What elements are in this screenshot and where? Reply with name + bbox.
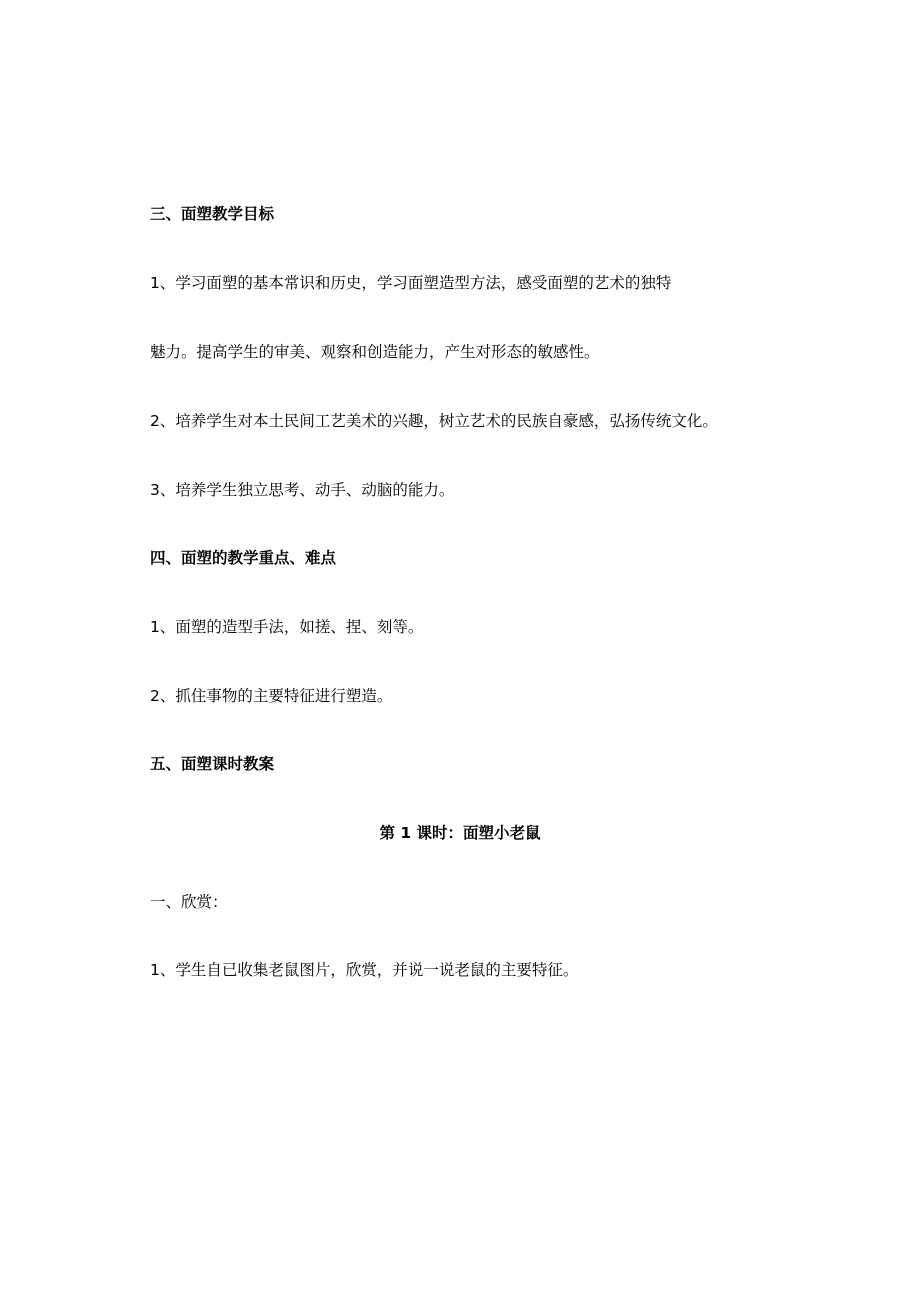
appreciation-item-1: 1、学生自已收集老鼠图片，欣赏，并说一说老鼠的主要特征。 — [150, 961, 579, 979]
section-heading-key-points: 四、面塑的教学重点、难点 — [150, 549, 337, 567]
section-heading-teaching-goals: 三、面塑教学目标 — [150, 205, 275, 223]
goal-item-3: 3、培养学生独立思考、动手、动脑的能力。 — [150, 481, 455, 499]
key-point-item-1: 1、面塑的造型手法，如搓、捏、刻等。 — [150, 618, 424, 636]
key-point-item-2: 2、抓住事物的主要特征进行塑造。 — [150, 687, 393, 705]
section-heading-lesson-plans: 五、面塑课时教案 — [150, 755, 275, 773]
goal-item-1-line-2: 魅力。提高学生的审美、观察和创造能力，产生对形态的敏感性。 — [150, 343, 600, 361]
part-heading-appreciation: 一、欣赏： — [150, 893, 228, 911]
lesson-title: 第 1 课时：面塑小老鼠 — [379, 824, 541, 842]
goal-item-1-line-1: 1、学习面塑的基本常识和历史，学习面塑造型方法，感受面塑的艺术的独特 — [150, 274, 672, 292]
goal-item-2: 2、培养学生对本土民间工艺美术的兴趣，树立艺术的民族自豪感，弘扬传统文化。 — [150, 412, 718, 430]
